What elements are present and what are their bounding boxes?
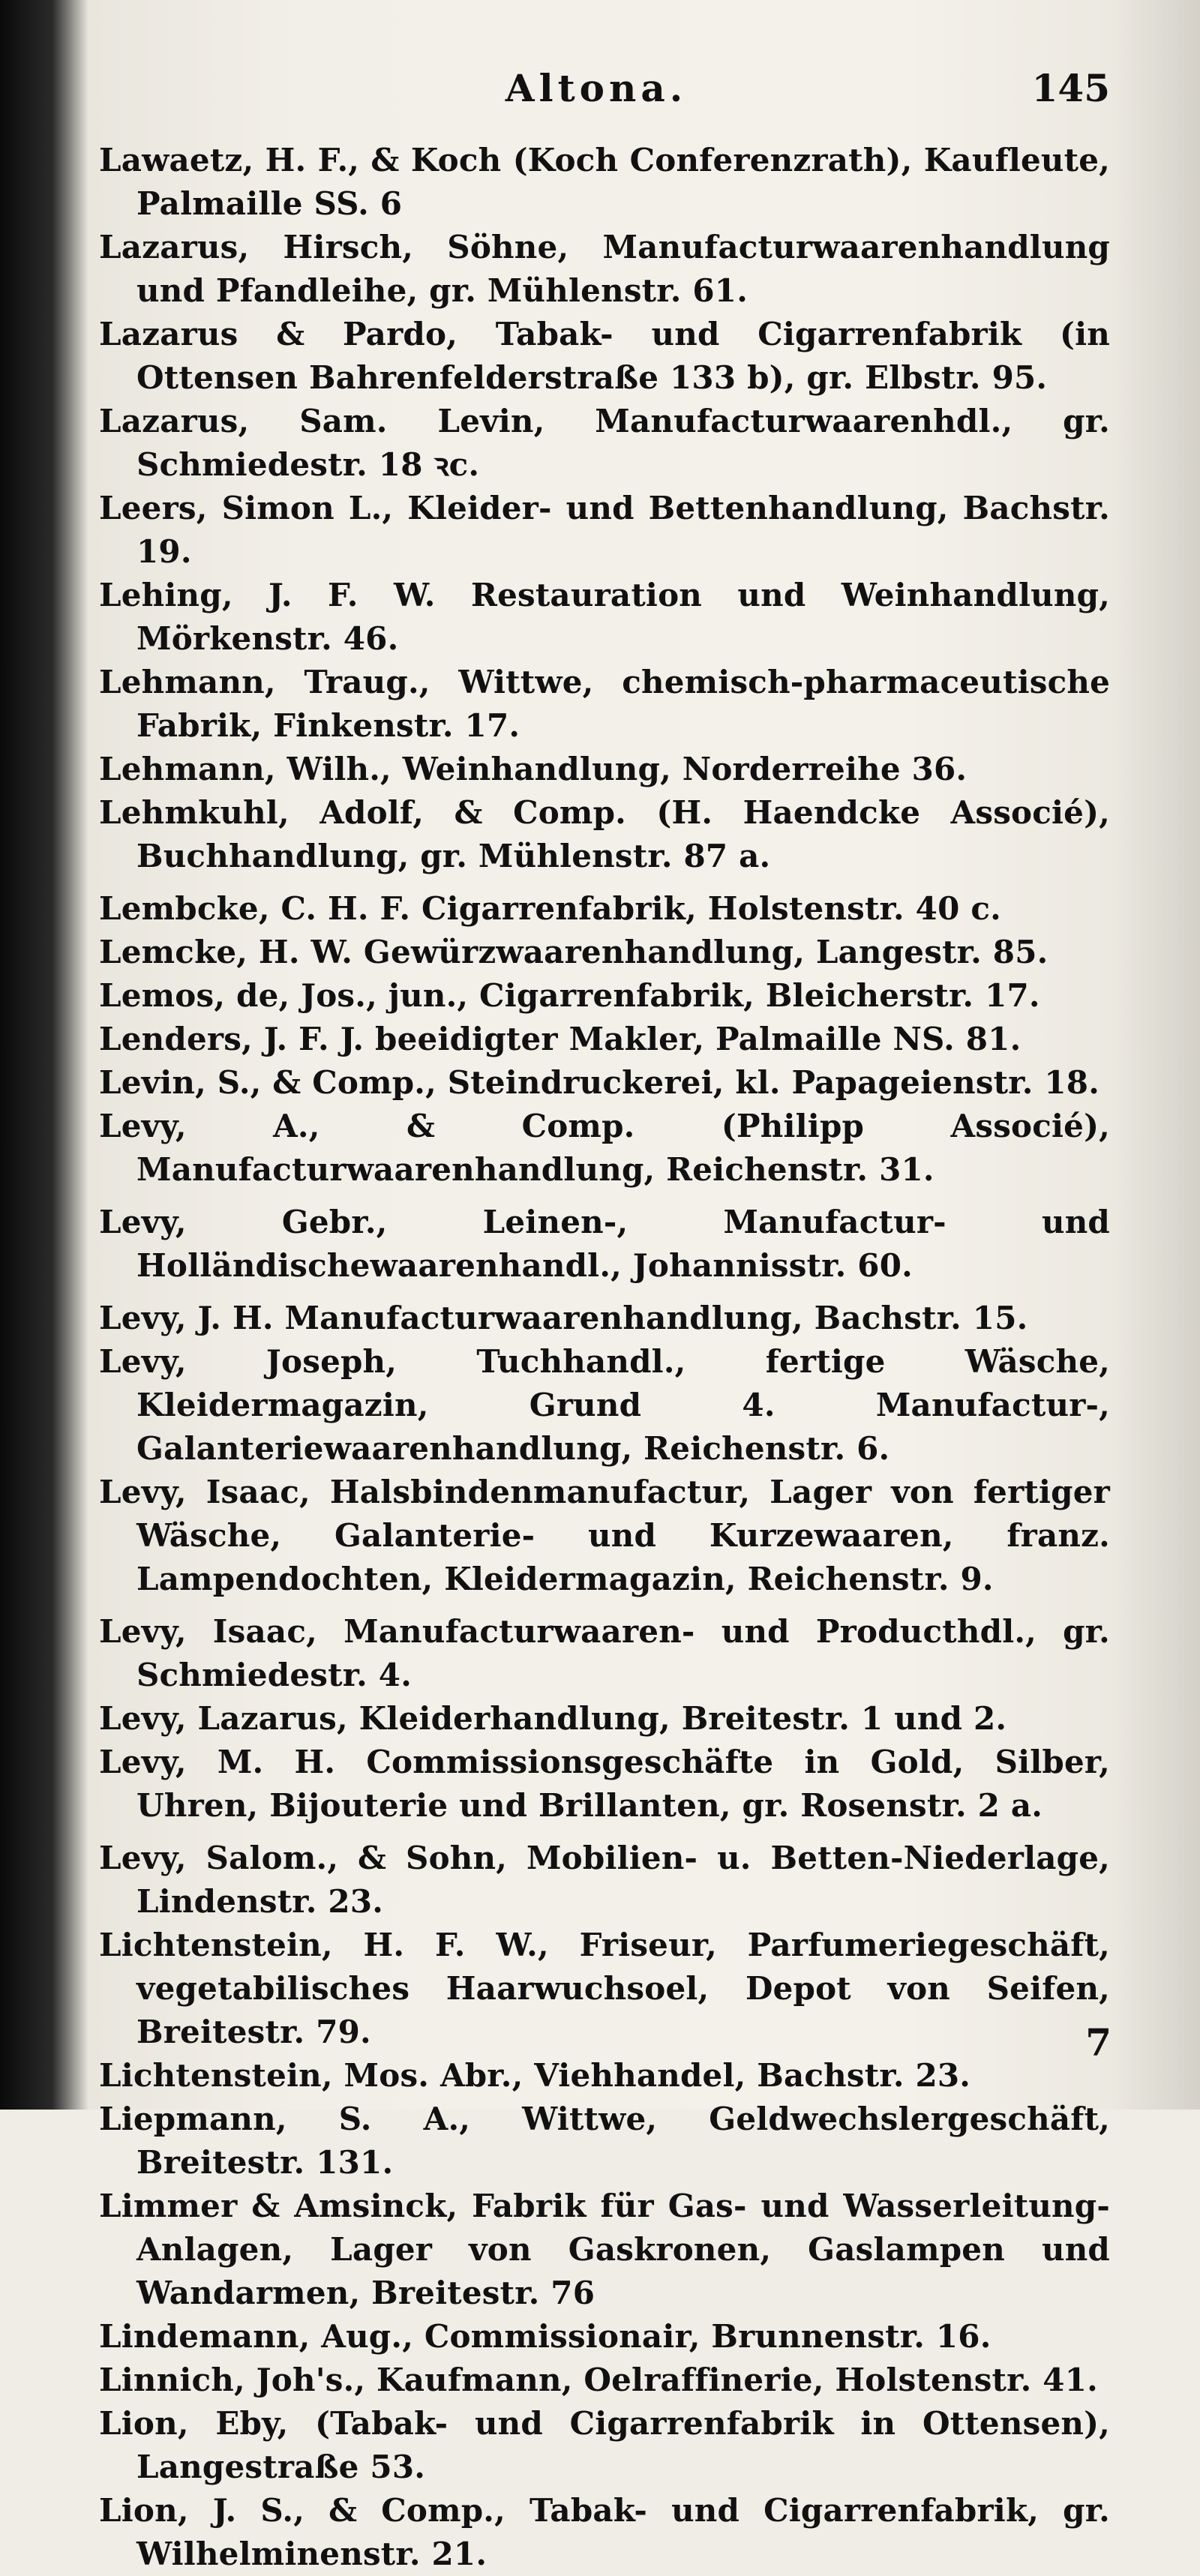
directory-entry: Lembcke, C. H. F. Cigarrenfabrik, Holstenstr. 40 c. (99, 890, 1001, 927)
directory-entry: Lichtenstein, H. F. W., Friseur, Parfumeriegeschäft, vegetabilisches Haarwuchsoel, Depot von Seifen, Breitestr. 79. (99, 1927, 1110, 2050)
directory-entry: Lehmann, Wilh., Weinhandlung, Norderreihe 36. (99, 751, 968, 787)
signature-mark: 7 (1085, 2020, 1112, 2065)
directory-entry: Lion, Eby, (Tabak- und Cigarrenfabrik in Ottensen), Langestraße 53. (99, 2405, 1110, 2485)
directory-entry: Levy, Salom., & Sohn, Mobilien- u. Betten-Niederlage, Lindenstr. 23. (99, 1840, 1110, 1920)
directory-entry: Lemos, de, Jos., jun., Cigarrenfabrik, Bleicherstr. 17. (99, 977, 1040, 1014)
directory-entry: Liepmann, S. A., Wittwe, Geldwechslergeschäft, Breitestr. 131. (99, 2101, 1110, 2181)
directory-entry: Lazarus & Pardo, Tabak- und Cigarrenfabrik (in Ottensen Bahrenfelderstraße 133 b), gr. Elbstr. 95. (99, 316, 1110, 396)
directory-entry: Lindemann, Aug., Commissionair, Brunnenstr. 16. (99, 2318, 992, 2355)
directory-entry: Levy, Joseph, Tuchhandl., fertige Wäsche, Kleidermagazin, Grund 4. Manufactur-, Galanteriewaarenhandlung, Reichenstr. 6. (99, 1343, 1110, 1467)
directory-entry: Lawaetz, H. F., & Koch (Koch Conferenzrath), Kaufleute, Palmaille SS. 6 (99, 142, 1110, 222)
directory-entry: Lehmann, Traug., Wittwe, chemisch-pharmaceutische Fabrik, Finkenstr. 17. (99, 664, 1110, 744)
directory-entry: Levin, S., & Comp., Steindruckerei, kl. Papageienstr. 18. (99, 1064, 1100, 1101)
directory-entry: Lion, J. S., & Comp., Tabak- und Cigarrenfabrik, gr. Wilhelminenstr. 21. (99, 2492, 1110, 2572)
directory-entry: Lazarus, Sam. Levin, Manufacturwaarenhdl., gr. Schmiedestr. 18 ꝛc. (99, 403, 1110, 483)
directory-entry: Levy, Gebr., Leinen-, Manufactur- und Holländischewaarenhandl., Johannisstr. 60. (99, 1204, 1110, 1284)
directory-entry: Lichtenstein, Mos. Abr., Viehhandel, Bachstr. 23. (99, 2057, 971, 2094)
directory-entry: Levy, J. H. Manufacturwaarenhandlung, Bachstr. 15. (99, 1300, 1028, 1336)
directory-entry: Lenders, J. F. J. beeidigter Makler, Palmaille NS. 81. (99, 1021, 1022, 1057)
directory-entry: Limmer & Amsinck, Fabrik für Gas- und Wasserleitung-Anlagen, Lager von Gaskronen, Gaslampen und Wandarmen, Breitestr. 76 (99, 2188, 1110, 2311)
directory-entry: Levy, Isaac, Manufacturwaaren- und Producthdl., gr. Schmiedestr. 4. (99, 1613, 1110, 1693)
directory-entry: Lehmkuhl, Adolf, & Comp. (H. Haendcke Associé), Buchhandlung, gr. Mühlenstr. 87 a. (99, 794, 1110, 874)
running-title: Altona. (505, 66, 688, 110)
page-header (82, 66, 1110, 118)
directory-entry: Linnich, Joh's., Kaufmann, Oelraffinerie, Holstenstr. 41. (99, 2362, 1098, 2398)
directory-entry: Lemcke, H. W. Gewürzwaarenhandlung, Langestr. 85. (99, 934, 1048, 970)
directory-entry: Levy, Lazarus, Kleiderhandlung, Breitestr. 1 und 2. (99, 1700, 1007, 1737)
directory-entries (99, 139, 1110, 2576)
directory-entry: Levy, M. H. Commissionsgeschäfte in Gold, Silber, Uhren, Bijouterie und Brillanten, gr. Rosenstr. 2 a. (99, 1744, 1110, 1824)
directory-entry: Lehing, J. F. W. Restauration und Weinhandlung, Mörkenstr. 46. (99, 577, 1110, 657)
page-number: 145 (1031, 66, 1110, 110)
directory-entry: Lazarus, Hirsch, Söhne, Manufacturwaarenhandlung und Pfandleihe, gr. Mühlenstr. 61. (99, 229, 1110, 309)
directory-entry: Levy, A., & Comp. (Philipp Associé), Manufacturwaarenhandlung, Reichenstr. 31. (99, 1108, 1110, 1188)
directory-entry: Levy, Isaac, Halsbindenmanufactur, Lager von fertiger Wäsche, Galanterie- und Kurzewaaren, franz. Lampendochten, Kleidermagazin, Reichenstr. 9. (99, 1474, 1110, 1597)
directory-entry: Leers, Simon L., Kleider- und Bettenhandlung, Bachstr. 19. (99, 490, 1110, 570)
